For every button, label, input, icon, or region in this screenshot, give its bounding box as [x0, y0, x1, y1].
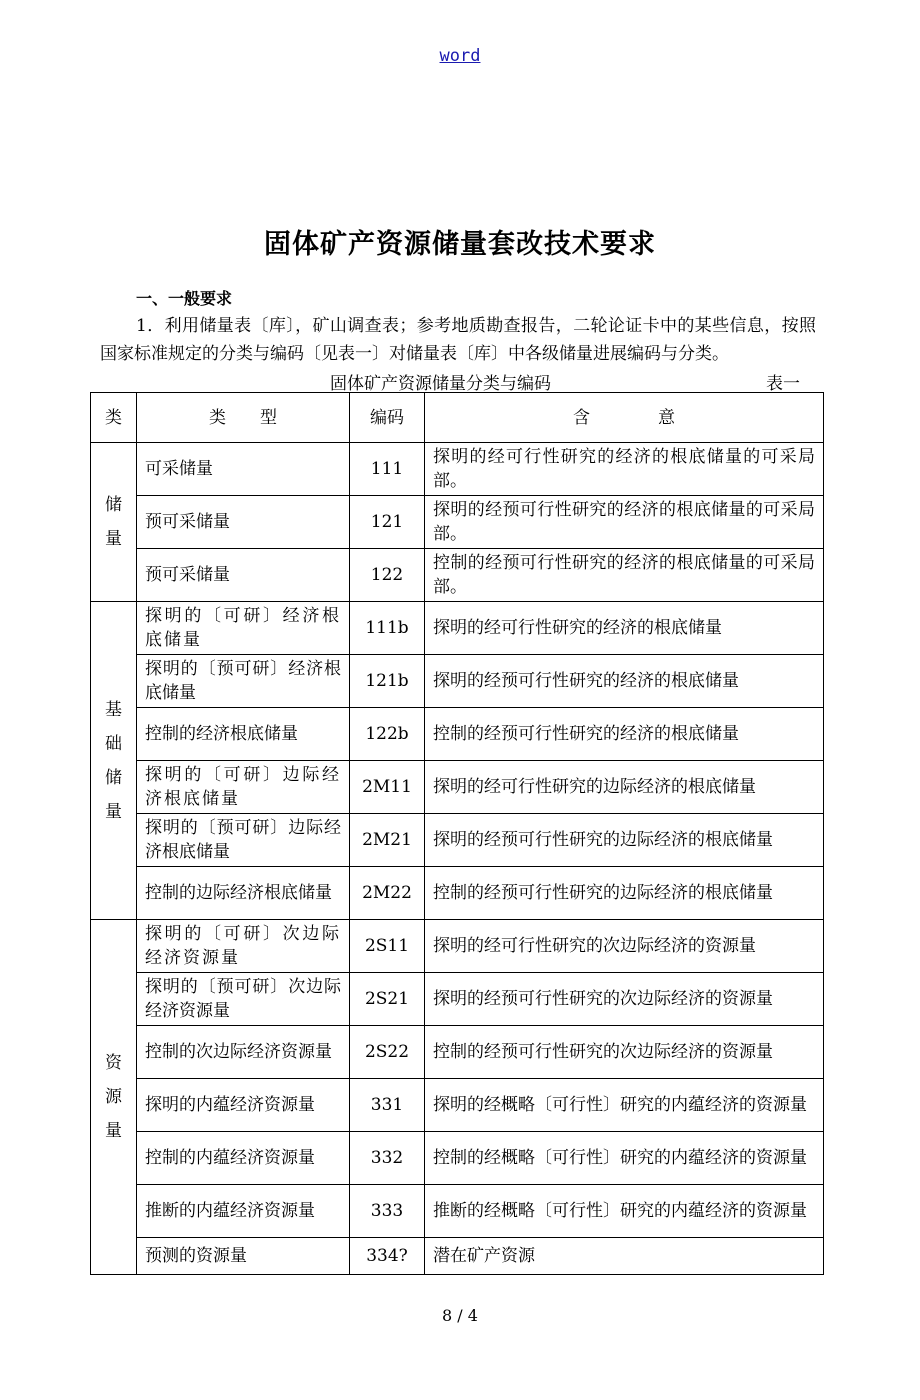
- table-row: [91, 920, 824, 973]
- table-header-row: [91, 393, 824, 443]
- table-row: [91, 549, 824, 602]
- row-type: 探明的〔可研〕次边际经济资源量: [137, 920, 350, 973]
- table-row: [91, 1026, 824, 1079]
- category-reserves: 储 量: [91, 443, 137, 602]
- row-code: 2M21: [350, 814, 425, 867]
- table-row: [91, 1238, 824, 1275]
- row-code: 122: [350, 549, 425, 602]
- page-number: 8 / 4: [442, 1306, 478, 1325]
- table-row: [91, 602, 824, 655]
- section-heading: 一、一般要求: [136, 289, 233, 308]
- row-code: 331: [350, 1079, 425, 1132]
- row-type: 控制的内蕴经济资源量: [137, 1132, 350, 1185]
- row-code: 121: [350, 496, 425, 549]
- table-row: [91, 1079, 824, 1132]
- table-row: [91, 496, 824, 549]
- table-row: [91, 1185, 824, 1238]
- table-row: [91, 443, 824, 496]
- table-row: [91, 973, 824, 1026]
- row-code: 121b: [350, 655, 425, 708]
- row-meaning: 控制的经预可行性研究的次边际经济的资源量: [425, 1026, 824, 1079]
- row-meaning: 控制的经预可行性研究的经济的根底储量: [425, 708, 824, 761]
- row-type: 探明的〔预可研〕次边际经济资源量: [137, 973, 350, 1026]
- row-meaning: 探明的经概略〔可行性〕研究的内蕴经济的资源量: [425, 1079, 824, 1132]
- row-code: 332: [350, 1132, 425, 1185]
- row-code: 333: [350, 1185, 425, 1238]
- row-meaning: 探明的经可行性研究的次边际经济的资源量: [425, 920, 824, 973]
- header-meaning: 含 意: [425, 393, 824, 443]
- row-meaning: 控制的经预可行性研究的经济的根底储量的可采局部。: [425, 549, 824, 602]
- row-type: 探明的〔预可研〕经济根底储量: [137, 655, 350, 708]
- table-row: [91, 761, 824, 814]
- row-meaning: 控制的经概略〔可行性〕研究的内蕴经济的资源量: [425, 1132, 824, 1185]
- row-type: 可采储量: [137, 443, 350, 496]
- table-row: [91, 1132, 824, 1185]
- table-caption: 固体矿产资源储量分类与编码: [330, 374, 551, 394]
- row-code: 111: [350, 443, 425, 496]
- table-row: [91, 708, 824, 761]
- row-type: 探明的〔预可研〕边际经济根底储量: [137, 814, 350, 867]
- row-code: 122b: [350, 708, 425, 761]
- row-meaning: 探明的经预可行性研究的次边际经济的资源量: [425, 973, 824, 1026]
- table-row: [91, 867, 824, 920]
- header-type: 类 型: [137, 393, 350, 443]
- row-meaning: 探明的经预可行性研究的经济的根底储量: [425, 655, 824, 708]
- row-type: 探明的〔可研〕经济根底储量: [137, 602, 350, 655]
- row-code: 2S22: [350, 1026, 425, 1079]
- row-meaning: 探明的经可行性研究的经济的根底储量: [425, 602, 824, 655]
- table-row: [91, 655, 824, 708]
- row-type: 控制的边际经济根底储量: [137, 867, 350, 920]
- row-type: 预测的资源量: [137, 1238, 350, 1275]
- row-code: 2S21: [350, 973, 425, 1026]
- row-type: 探明的〔可研〕边际经济根底储量: [137, 761, 350, 814]
- row-meaning: 探明的经预可行性研究的边际经济的根底储量: [425, 814, 824, 867]
- category-resources: 资 源 量: [91, 920, 137, 1275]
- table-number: 表一: [766, 374, 800, 394]
- row-type: 控制的次边际经济资源量: [137, 1026, 350, 1079]
- header-code: 编码: [350, 393, 425, 443]
- row-type: 预可采储量: [137, 549, 350, 602]
- row-meaning: 探明的经可行性研究的经济的根底储量的可采局部。: [425, 443, 824, 496]
- header-word-link[interactable]: word: [439, 46, 481, 66]
- row-meaning: 潜在矿产资源: [425, 1238, 824, 1275]
- row-meaning: 推断的经概略〔可行性〕研究的内蕴经济的资源量: [425, 1185, 824, 1238]
- classification-table: [90, 392, 824, 1275]
- row-type: 预可采储量: [137, 496, 350, 549]
- row-code: 2M11: [350, 761, 425, 814]
- row-type: 控制的经济根底储量: [137, 708, 350, 761]
- row-meaning: 探明的经预可行性研究的经济的根底储量的可采局部。: [425, 496, 824, 549]
- category-basic-reserves: 基 础 储 量: [91, 602, 137, 920]
- row-type: 探明的内蕴经济资源量: [137, 1079, 350, 1132]
- row-type: 推断的内蕴经济资源量: [137, 1185, 350, 1238]
- intro-paragraph: 1．利用储量表〔库〕，矿山调查表；参考地质勘查报告，二轮论证卡中的某些信息，按照国家标准规定的分类与编码〔见表一〕对储量表〔库〕中各级储量进展编码与分类。: [100, 316, 816, 364]
- table-row: [91, 814, 824, 867]
- row-code: 111b: [350, 602, 425, 655]
- header-category: 类: [91, 393, 137, 443]
- row-code: 2M22: [350, 867, 425, 920]
- row-code: 334?: [350, 1238, 425, 1275]
- row-code: 2S11: [350, 920, 425, 973]
- row-meaning: 控制的经预可行性研究的边际经济的根底储量: [425, 867, 824, 920]
- document-title: 固体矿产资源储量套改技术要求: [264, 229, 656, 260]
- row-meaning: 探明的经可行性研究的边际经济的根底储量: [425, 761, 824, 814]
